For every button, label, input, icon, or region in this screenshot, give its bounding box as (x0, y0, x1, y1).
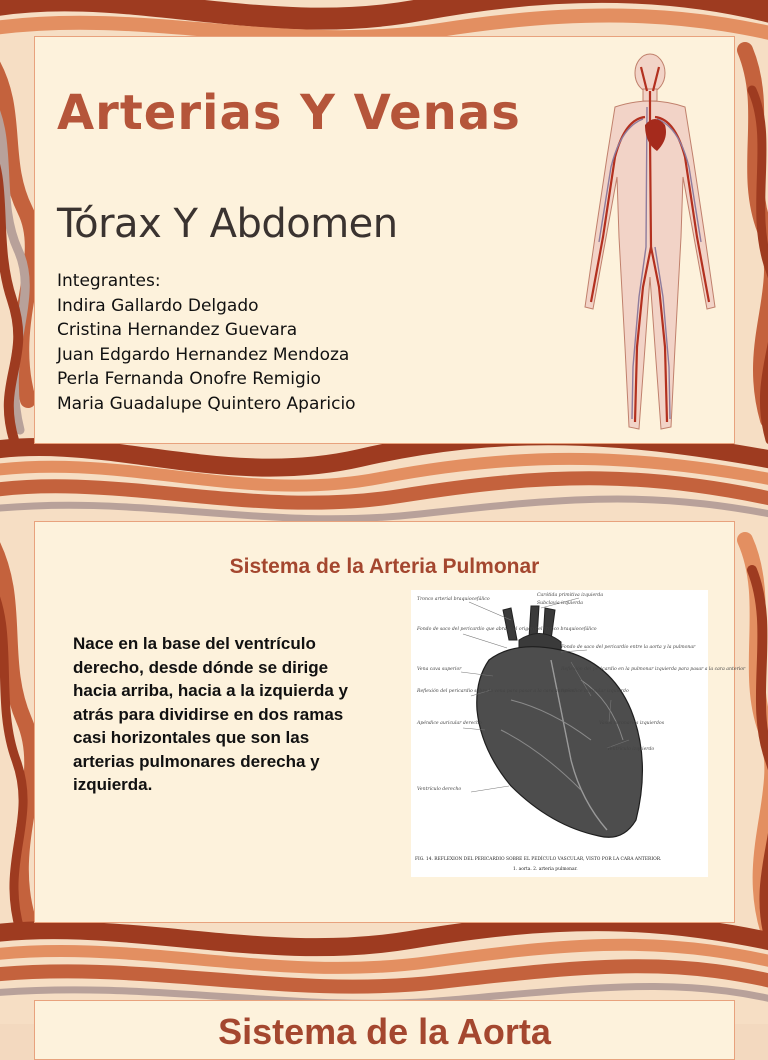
slide-title: Sistema de la Aorta (218, 1011, 551, 1052)
team-member: Indira Gallardo Delgado (57, 295, 259, 316)
figure-label: Vasos coronarios izquierdos (599, 721, 665, 726)
figure-caption-sub: 1. aorta. 2. arteria pulmonar. (513, 867, 578, 872)
slide-title: Sistema de la Arteria Pulmonar (229, 555, 540, 578)
team-heading: Integrantes: (57, 271, 161, 291)
team-member: Cristina Hernandez Guevara (57, 320, 298, 340)
team-member: Maria Guadalupe Quintero Aparicio (57, 393, 356, 414)
circulatory-system-illustration (575, 47, 725, 437)
slide-subtitle: Tórax Y Abdomen (57, 201, 398, 247)
figure-label: Reflexión del pericardio en la pulmonar izquierda para pasar a la cara anterior (561, 667, 746, 672)
team-list (57, 269, 356, 416)
figure-label: Apéndice auricular izquierdo (561, 689, 629, 694)
heart-anatomy-figure (411, 590, 746, 877)
figure-label: Tronco arterial braquiocefálico (417, 597, 490, 602)
team-member: Perla Fernanda Onofre Remigio (57, 369, 321, 389)
figure-label: Ventrículo derecho (417, 787, 462, 792)
figure-label: Ventrículo izquierdo (607, 747, 655, 752)
figure-label: Fondo de saco del pericardio que abraza el origen del tronco braquiocefálico (417, 627, 597, 632)
figure-label: Carótida primitiva izquierda (537, 593, 604, 598)
slide-paragraph: Nace en la base del ventrículo derecho, desde dónde se dirige hacia arriba, hacia a la izquierda y atrás para dividirse en dos ramas casi horizontales que son las arterias pulmonares derecha y izquierda. (73, 634, 348, 794)
figure-label: Subclavia izquierda (537, 601, 583, 606)
figure-label: Fondo de saco del pericardio entre la aorta y la pulmonar (561, 645, 696, 650)
slide-title: Arterias Y Venas (57, 85, 521, 141)
title-slide (34, 36, 735, 444)
pulmonary-artery-slide (34, 521, 746, 923)
team-member: Juan Edgardo Hernandez Mendoza (57, 344, 350, 365)
aorta-slide (34, 1000, 735, 1060)
figure-label: Apéndice auricular derecho (417, 721, 482, 726)
figure-label: Vena cava superior (417, 667, 462, 672)
figure-caption: FIG. 14. REFLEXION DEL PERICARDIO SOBRE EL PEDÍCULO VASCULAR, VISTO POR LA CARA ANTERIOR. (415, 857, 662, 862)
figure-label: Reflexión del pericardio sobre la vena para pasar a la cara anterior (417, 689, 574, 694)
